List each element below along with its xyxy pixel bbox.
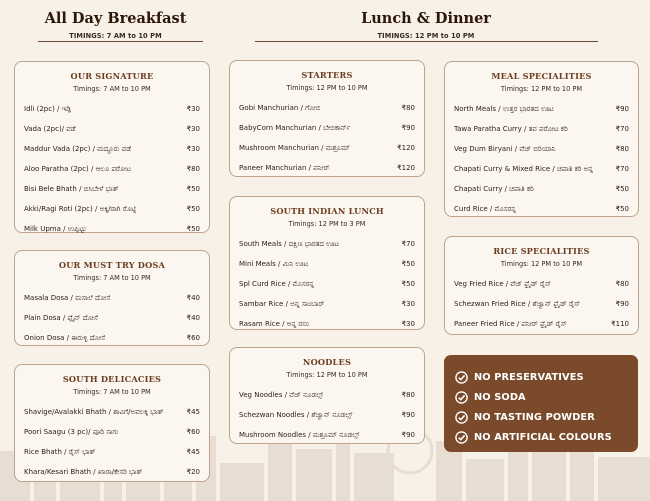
section-timings: Timings: 12 PM to 3 PM <box>288 220 366 228</box>
menu-item-name: Aloo Paratha (2pc) / ಆಲೂ ಪರೋಟ <box>24 164 131 173</box>
menu-item <box>15 159 209 179</box>
menu-item-name: Idli (2pc) / ಇಡ್ಲಿ <box>24 104 72 113</box>
menu-item <box>15 99 209 119</box>
menu-item <box>230 158 424 178</box>
menu-item <box>15 422 209 442</box>
menu-item <box>445 99 638 119</box>
menu-item-name: Maddur Vada (2pc) / ಮದ್ದೂರು ವಡೆ <box>24 144 131 153</box>
menu-item-price: ₹50 <box>186 205 200 213</box>
menu-item-price: ₹50 <box>615 185 629 193</box>
menu-item <box>15 402 209 422</box>
menu-item <box>445 199 638 219</box>
menu-item-price: ₹50 <box>186 185 200 193</box>
menu-item-price: ₹80 <box>401 104 415 112</box>
menu-item-name: Tawa Paratha Curry / ತವ ಪರೋಟ ಕರಿ <box>454 124 568 133</box>
menu-item <box>230 274 424 294</box>
breakfast-rule <box>38 41 203 42</box>
menu-item-price: ₹90 <box>615 300 629 308</box>
menu-item-name: Shavige/Avalakki Bhath / ಶಾವಿಗೆ/ಅವಲಕ್ಕಿ ಭಾತ್ <box>24 407 164 416</box>
menu-item-name: Onion Dosa / ಈರುಳ್ಳಿ ದೋಸೆ <box>24 333 106 342</box>
menu-item <box>230 118 424 138</box>
section-must-try-dosa <box>14 250 210 346</box>
check-circle-icon <box>455 411 468 424</box>
quality-badge <box>455 367 638 387</box>
menu-item-price: ₹70 <box>615 165 629 173</box>
breakfast-header <box>28 10 203 40</box>
menu-item-name: Akki/Ragi Roti (2pc) / ಅಕ್ಕಿ/ರಾಗಿ ರೊಟ್ಟಿ <box>24 204 137 213</box>
menu-item <box>15 139 209 159</box>
menu-item-name: Vada (2pc)/ ವಡೆ <box>24 124 76 133</box>
menu-item-name: Paneer Manchurian / ಪನೀರ್ <box>239 163 330 172</box>
menu-item <box>445 159 638 179</box>
menu-item-price: ₹120 <box>397 144 415 152</box>
menu-item-price: ₹80 <box>401 391 415 399</box>
menu-item-price: ₹45 <box>186 408 200 416</box>
menu-item <box>15 308 209 328</box>
section-title: STARTERS <box>301 70 353 80</box>
quality-badge-label: NO SODA <box>474 391 526 403</box>
menu-item <box>445 119 638 139</box>
menu-item <box>445 179 638 199</box>
menu-item <box>15 219 209 239</box>
menu-item-name: Veg Noodles / ವೆಜ್ ನೂಡಲ್ಸ್ <box>239 390 324 399</box>
lunch-header <box>315 10 537 40</box>
menu-item-price: ₹90 <box>615 105 629 113</box>
section-title: OUR SIGNATURE <box>70 71 154 81</box>
section-title: NOODLES <box>302 357 352 367</box>
section-timings: Timings: 7 AM to 10 PM <box>73 388 151 396</box>
section-noodles <box>229 347 425 444</box>
quality-badge <box>455 427 638 447</box>
menu-item-name: Sambar Rice / ಅನ್ನ ಸಾಂಬಾರ್ <box>239 299 325 308</box>
menu-item-name: North Meals / ಉತ್ತರ ಭಾರತದ ಊಟ <box>454 104 554 113</box>
section-title: MEAL SPECIALITIES <box>491 71 592 81</box>
menu-item-price: ₹30 <box>186 145 200 153</box>
menu-item-price: ₹40 <box>186 314 200 322</box>
menu-item-price: ₹80 <box>186 165 200 173</box>
breakfast-title: All Day Breakfast <box>44 10 187 27</box>
menu-item-name: Plain Dosa / ಪ್ಲೈನ್ ದೋಸೆ <box>24 313 98 322</box>
menu-item-name: Mini Meals / ಮಿನಿ ಊಟ <box>239 259 309 268</box>
quality-badge <box>455 387 638 407</box>
menu-item-price: ₹70 <box>401 240 415 248</box>
menu-item <box>230 138 424 158</box>
menu-item-name: Spl Curd Rice / ಮೊಸರನ್ನ <box>239 279 315 288</box>
menu-item-name: South Meals / ದಕ್ಷಿಣ ಭಾರತದ ಊಟ <box>239 239 339 248</box>
section-rice-specialities <box>444 236 639 335</box>
menu-item-name: Mushroom Manchurian / ಮಶ್ರೂಮ್ <box>239 143 350 152</box>
menu-list <box>230 234 424 334</box>
menu-item-price: ₹60 <box>186 428 200 436</box>
section-title: RICE SPECIALITIES <box>493 246 590 256</box>
quality-badge <box>455 407 638 427</box>
section-title: SOUTH DELICACIES <box>62 374 162 384</box>
menu-item-price: ₹110 <box>611 320 629 328</box>
menu-item-name: Khara/Kesari Bhath / ಖಾರಾ/ಕೇಸರಿ ಭಾತ್ <box>24 467 143 476</box>
quality-badge-label: NO ARTIFICIAL COLOURS <box>474 431 612 443</box>
section-timings: Timings: 12 PM to 10 PM <box>500 85 583 93</box>
menu-item-name: Veg Fried Rice / ವೆಜ್ ಫ್ರೈಡ್ ರೈಸ್ <box>454 279 552 288</box>
menu-item-price: ₹80 <box>615 145 629 153</box>
menu-item-name: Rasam Rice / ಅನ್ನ ರಸಂ <box>239 319 309 328</box>
menu-item-price: ₹90 <box>401 411 415 419</box>
menu-item-price: ₹80 <box>615 280 629 288</box>
menu-item <box>445 274 638 294</box>
menu-item-price: ₹60 <box>186 334 200 342</box>
section-timings: Timings: 7 AM to 10 PM <box>73 85 151 93</box>
menu-item-name: Rice Bhath / ರೈಸ್ ಭಾತ್ <box>24 447 96 456</box>
lunch-title: Lunch & Dinner <box>361 10 491 27</box>
menu-item-name: Masala Dosa / ಮಸಾಲೆ ದೋಸೆ <box>24 293 111 302</box>
menu-item-name: Veg Dum Biryani / ವೆಜ್ ಬಿರಿಯಾನಿ <box>454 144 556 153</box>
lunch-timings: TIMINGS: 12 PM to 10 PM <box>377 32 475 40</box>
menu-item-name: Mushroom Noodles / ಮಶ್ರೂಮ್ ನೂಡಲ್ಸ್ <box>239 430 360 439</box>
menu-list <box>445 274 638 334</box>
menu-item-price: ₹50 <box>615 205 629 213</box>
menu-item-name: Curd Rice / ಮೊಸರನ್ನ <box>454 204 517 213</box>
menu-item-price: ₹90 <box>401 431 415 439</box>
section-timings: Timings: 7 AM to 10 PM <box>73 274 151 282</box>
quality-badges-panel <box>444 355 638 452</box>
section-south-delicacies <box>14 364 210 482</box>
menu-item-price: ₹50 <box>401 280 415 288</box>
quality-badge-label: NO PRESERVATIVES <box>474 371 584 383</box>
menu-item-name: Milk Upma / ಉಪ್ಪಿಟ್ಟು <box>24 224 87 233</box>
menu-item-price: ₹30 <box>401 320 415 328</box>
menu-list <box>15 99 209 239</box>
menu-item-name: Paneer Fried Rice / ಪನೀರ್ ಫ್ರೈಡ್ ರೈಸ್ <box>454 319 567 328</box>
menu-item <box>15 119 209 139</box>
lunch-rule <box>255 41 598 42</box>
menu-item <box>230 385 424 405</box>
menu-item-name: Gobi Manchurian / ಗೋಬಿ <box>239 103 321 112</box>
menu-item-name: Bisi Bele Bhath / ಬಿಸಿಬೇಳೆ ಭಾತ್ <box>24 184 119 193</box>
menu-item-name: BabyCorn Manchurian / ಬೇಬಿಕಾರ್ನ್ <box>239 123 351 132</box>
menu-item <box>230 254 424 274</box>
menu-list <box>15 288 209 348</box>
menu-item-name: Schezwan Fried Rice / ಶೆಜ್ವಾನ್ ಫ್ರೈಡ್ ರೈಸ್ <box>454 299 581 308</box>
menu-item <box>230 98 424 118</box>
menu-item <box>230 234 424 254</box>
menu-item-name: Poori Saagu (3 pc)/ ಪೂರಿ ಸಾಗು <box>24 427 119 436</box>
menu-item <box>15 288 209 308</box>
quality-badge-label: NO TASTING POWDER <box>474 411 595 423</box>
menu-item <box>15 179 209 199</box>
menu-list <box>15 402 209 482</box>
menu-item-price: ₹50 <box>401 260 415 268</box>
menu-item-name: Chapati Curry / ಚಪಾತಿ ಕರಿ <box>454 184 534 193</box>
menu-list <box>445 99 638 219</box>
menu-item <box>445 294 638 314</box>
menu-item <box>230 314 424 334</box>
menu-item-price: ₹90 <box>401 124 415 132</box>
menu-item-price: ₹50 <box>186 225 200 233</box>
menu-item <box>15 462 209 482</box>
menu-item-price: ₹20 <box>186 468 200 476</box>
section-title: SOUTH INDIAN LUNCH <box>270 206 384 216</box>
section-meal-specialities <box>444 61 639 217</box>
menu-item <box>15 442 209 462</box>
check-circle-icon <box>455 431 468 444</box>
menu-item-price: ₹30 <box>186 105 200 113</box>
menu-item <box>230 405 424 425</box>
menu-item-price: ₹30 <box>186 125 200 133</box>
breakfast-timings: TIMINGS: 7 AM to 10 PM <box>69 32 162 40</box>
menu-item <box>15 328 209 348</box>
menu-item-price: ₹40 <box>186 294 200 302</box>
section-starters <box>229 60 425 177</box>
section-title: OUR MUST TRY DOSA <box>58 260 166 270</box>
menu-item <box>230 425 424 445</box>
menu-list <box>230 385 424 445</box>
section-timings: Timings: 12 PM to 10 PM <box>286 371 368 379</box>
menu-item <box>445 139 638 159</box>
check-circle-icon <box>455 391 468 404</box>
section-timings: Timings: 12 PM to 10 PM <box>286 84 368 92</box>
menu-item-price: ₹45 <box>186 448 200 456</box>
menu-item-name: Schezwan Noodles / ಶೆಜ್ವಾನ್ ನೂಡಲ್ಸ್ <box>239 410 353 419</box>
menu-item <box>230 294 424 314</box>
check-circle-icon <box>455 371 468 384</box>
section-our-signature <box>14 61 210 233</box>
menu-item-price: ₹120 <box>397 164 415 172</box>
menu-list <box>230 98 424 178</box>
section-timings: Timings: 12 PM to 10 PM <box>500 260 583 268</box>
section-south-indian-lunch <box>229 196 425 330</box>
menu-item <box>15 199 209 219</box>
menu-item-name: Chapati Curry & Mixed Rice / ಚಪಾತಿ ಕರಿ ಅನ್ನ <box>454 164 594 173</box>
menu-item-price: ₹30 <box>401 300 415 308</box>
menu-item-price: ₹70 <box>615 125 629 133</box>
menu-item <box>445 314 638 334</box>
